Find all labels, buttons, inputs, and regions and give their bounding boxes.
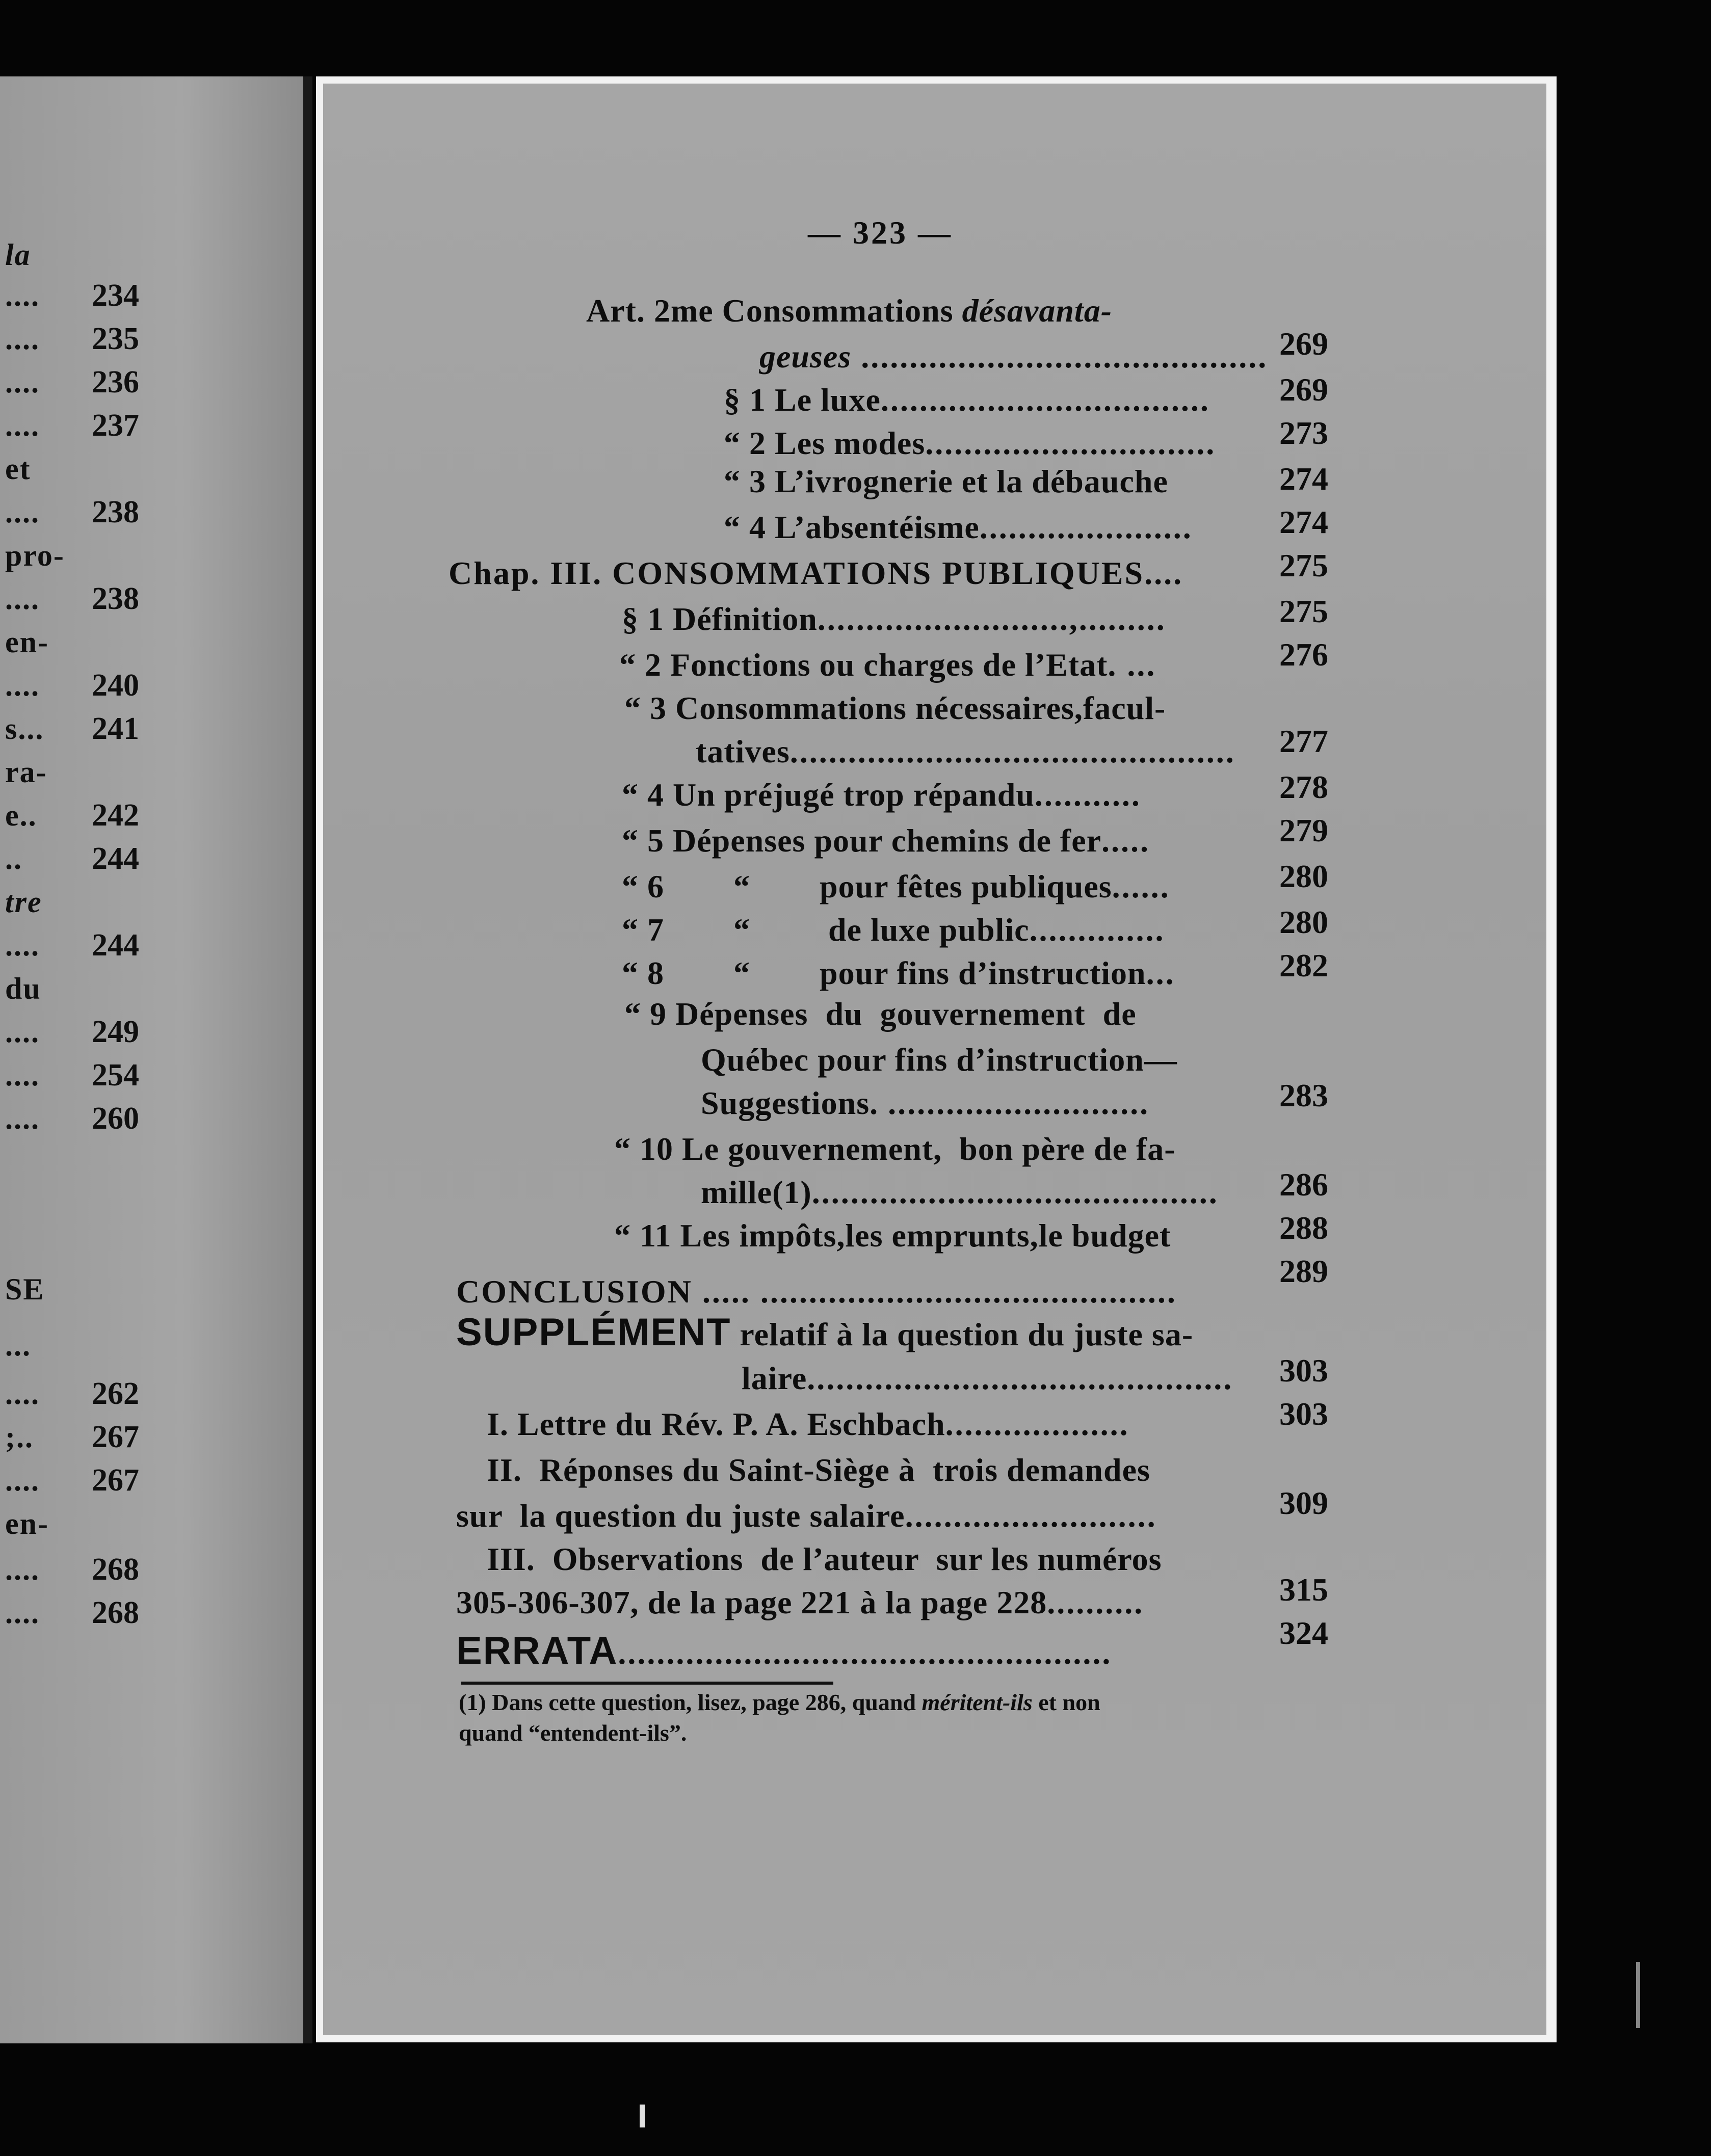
left-page-fragment: .... — [5, 1463, 40, 1497]
page-ref: 274 — [1279, 504, 1328, 540]
left-page-row — [0, 708, 303, 749]
left-page-number: 244 — [92, 928, 139, 963]
left-page-number: 240 — [92, 668, 139, 703]
left-page-row — [0, 1417, 303, 1457]
left-page-fragment: .... — [5, 1377, 40, 1410]
toc-entry: II. Réponses du Saint-Siège à trois demandes — [487, 1452, 1150, 1488]
page-ref: 269 — [1279, 371, 1328, 408]
toc-entry: “ 4 L’absentéisme...................... — [724, 509, 1193, 545]
left-page-row — [0, 925, 303, 966]
toc-entry-continuation: laire............................................ — [742, 1360, 1233, 1396]
left-page-fragment: .... — [5, 1058, 40, 1092]
toc-entry: I. Lettre du Rév. P. A. Eschbach................... — [487, 1406, 1129, 1442]
left-page-number: 262 — [92, 1376, 139, 1411]
left-page-row — [0, 795, 303, 836]
left-page-number: 238 — [92, 581, 139, 616]
page-ref: 315 — [1279, 1572, 1328, 1608]
left-page-row — [0, 1549, 303, 1590]
toc-entry: III. Observations de l’auteur sur les numéros — [487, 1541, 1162, 1577]
toc-entry-continuation: Québec pour fins d’instruction— — [701, 1042, 1177, 1078]
left-page-fragment: ... — [5, 1328, 31, 1362]
page-ref: 280 — [1279, 858, 1328, 894]
toc-entry: “ 11 Les impôts,les emprunts,le budget — [614, 1217, 1171, 1254]
toc-entry: “ 4 Un préjugé trop répandu........... — [622, 777, 1141, 813]
left-page-fragment: pro- — [5, 539, 65, 572]
toc-entry: § 1 Définition..........................,......... — [622, 601, 1166, 637]
left-page-number: 237 — [92, 408, 139, 443]
left-page-fragment: .... — [5, 409, 40, 442]
left-page-number: 242 — [92, 798, 139, 833]
left-page-fragment: du — [5, 972, 41, 1005]
toc-entry-continuation: mille(1).......................................... — [701, 1174, 1219, 1210]
left-page-row — [0, 234, 303, 275]
left-page-number: 267 — [92, 1420, 139, 1454]
left-page-fragment: tre — [5, 885, 42, 919]
left-page-row — [0, 1012, 303, 1052]
left-page-fragment: .. — [5, 842, 22, 875]
left-page-row — [0, 578, 303, 619]
page-ref: 303 — [1279, 1352, 1328, 1389]
scan-artifact — [1636, 1962, 1640, 2028]
left-page-row — [0, 1373, 303, 1414]
toc-entry-continuation: 305-306-307, de la page 221 à la page 228.......... — [456, 1584, 1144, 1620]
left-page-row — [0, 1269, 303, 1310]
scan-artifact — [640, 2105, 645, 2127]
left-page-number: 234 — [92, 278, 139, 313]
left-page-fragment: .... — [5, 1596, 40, 1630]
left-page-row — [0, 318, 303, 359]
left-page-row — [0, 1592, 303, 1633]
page-ref: 324 — [1279, 1615, 1328, 1651]
toc-entry-geuses: geuses .......................................... — [759, 338, 1268, 375]
page-ref: 269 — [1279, 326, 1328, 362]
left-facing-page — [0, 76, 312, 2043]
left-page-row — [0, 448, 303, 489]
page-ref: 276 — [1279, 636, 1328, 673]
left-page-number: 254 — [92, 1058, 139, 1093]
page-ref: 283 — [1279, 1077, 1328, 1113]
left-page-row — [0, 492, 303, 533]
toc-entry: “ 8 “ pour fins d’instruction... — [622, 955, 1175, 991]
toc-supplement: SUPPLÉMENT relatif à la question du juste sa- — [456, 1311, 1194, 1354]
toc-entry: “ 3 Consommations nécessaires,facul- — [624, 690, 1166, 726]
toc-entry-continuation: sur la question du juste salaire.......................... — [456, 1498, 1157, 1534]
left-page-number: 235 — [92, 322, 139, 356]
page-ref: 280 — [1279, 904, 1328, 940]
left-page-number: 260 — [92, 1101, 139, 1136]
left-page-fragment: .... — [5, 495, 40, 529]
left-page-fragment: en- — [5, 625, 49, 659]
toc-conclusion: CONCLUSION ..... ........................................... — [456, 1273, 1177, 1310]
left-page-row — [0, 1503, 303, 1544]
page-ref: 277 — [1279, 723, 1328, 759]
toc-entry-continuation: Suggestions. ........................... — [701, 1085, 1150, 1121]
left-page-number: 267 — [92, 1463, 139, 1498]
left-page-row — [0, 838, 303, 879]
toc-errata: ERRATA................................................... — [456, 1629, 1112, 1672]
page-ref: 279 — [1279, 812, 1328, 848]
left-page-row — [0, 622, 303, 662]
left-page-number: 244 — [92, 841, 139, 876]
left-page-row — [0, 535, 303, 576]
toc-entry: “ 2 Fonctions ou charges de l’Etat. ... — [619, 647, 1156, 683]
left-page-row — [0, 1055, 303, 1096]
left-page-row — [0, 968, 303, 1009]
left-page-fragment: s... — [5, 712, 44, 746]
toc-chapter-heading: Chap. III. CONSOMMATIONS PUBLIQUES.... — [449, 555, 1183, 591]
toc-entry: “ 2 Les modes.............................. — [724, 425, 1216, 461]
left-page-row — [0, 362, 303, 403]
toc-entry: “ 6 “ pour fêtes publiques...... — [622, 868, 1170, 904]
page-ref: 289 — [1279, 1253, 1328, 1289]
left-page-fragment: .... — [5, 365, 40, 399]
toc-entry-continuation: tatives.............................................. — [696, 733, 1235, 769]
page-ref: 274 — [1279, 461, 1328, 497]
left-page-row — [0, 405, 303, 446]
left-page-fragment: ra- — [5, 755, 47, 789]
toc-entry: “ 7 “ de luxe public.............. — [622, 912, 1165, 948]
left-page-fragment: et — [5, 452, 31, 486]
toc-entry: “ 3 L’ivrognerie et la débauche — [724, 463, 1168, 499]
left-page-row — [0, 665, 303, 706]
left-page-number: 241 — [92, 711, 139, 746]
left-page-fragment: .... — [5, 928, 40, 962]
left-page-fragment: la — [5, 238, 31, 272]
left-page-fragment: .... — [5, 1102, 40, 1135]
left-page-row — [0, 882, 303, 922]
left-page-row — [0, 752, 303, 792]
page-ref: 278 — [1279, 769, 1328, 805]
page-ref: 286 — [1279, 1166, 1328, 1203]
left-page-row — [0, 1325, 303, 1366]
page-ref: 309 — [1279, 1485, 1328, 1521]
page-ref: 282 — [1279, 947, 1328, 983]
left-page-row — [0, 1098, 303, 1139]
left-page-fragment: .... — [5, 582, 40, 616]
footnote-line-1: (1) Dans cette question, lisez, page 286, quand méritent-ils et non — [459, 1689, 1100, 1715]
left-page-fragment: SE — [5, 1272, 45, 1306]
page-ref: 303 — [1279, 1396, 1328, 1432]
left-page-number: 268 — [92, 1595, 139, 1630]
toc-entry: “ 10 Le gouvernement, bon père de fa- — [614, 1131, 1176, 1167]
left-page-fragment: .... — [5, 1015, 40, 1049]
left-page-row — [0, 275, 303, 316]
left-page-fragment: .... — [5, 322, 40, 356]
left-page-number: 238 — [92, 495, 139, 529]
page-ref: 273 — [1279, 415, 1328, 451]
toc-entry: “ 9 Dépenses du gouvernement de — [624, 996, 1137, 1032]
left-page-fragment: .... — [5, 669, 40, 702]
left-page-row — [0, 1460, 303, 1501]
footnote-line-2: quand “entendent-ils”. — [459, 1720, 687, 1746]
page-ref: 288 — [1279, 1210, 1328, 1246]
left-page-number: 268 — [92, 1552, 139, 1587]
page-number: — 323 — — [808, 215, 953, 251]
toc-entry: § 1 Le luxe.................................. — [724, 382, 1210, 418]
page-ref: 275 — [1279, 547, 1328, 583]
toc-entry-art-2me: Art. 2me Consommations désavanta- — [586, 292, 1112, 329]
left-page-number: 249 — [92, 1015, 139, 1049]
left-page-fragment: e.. — [5, 798, 37, 832]
left-page-fragment: .... — [5, 279, 40, 312]
left-page-number: 236 — [92, 365, 139, 400]
left-page-fragment: ;.. — [5, 1420, 34, 1454]
toc-entry: “ 5 Dépenses pour chemins de fer..... — [622, 822, 1150, 859]
left-page-fragment: en- — [5, 1507, 49, 1540]
footnote-rule — [461, 1682, 833, 1685]
left-page-fragment: .... — [5, 1553, 40, 1586]
page-ref: 275 — [1279, 593, 1328, 629]
